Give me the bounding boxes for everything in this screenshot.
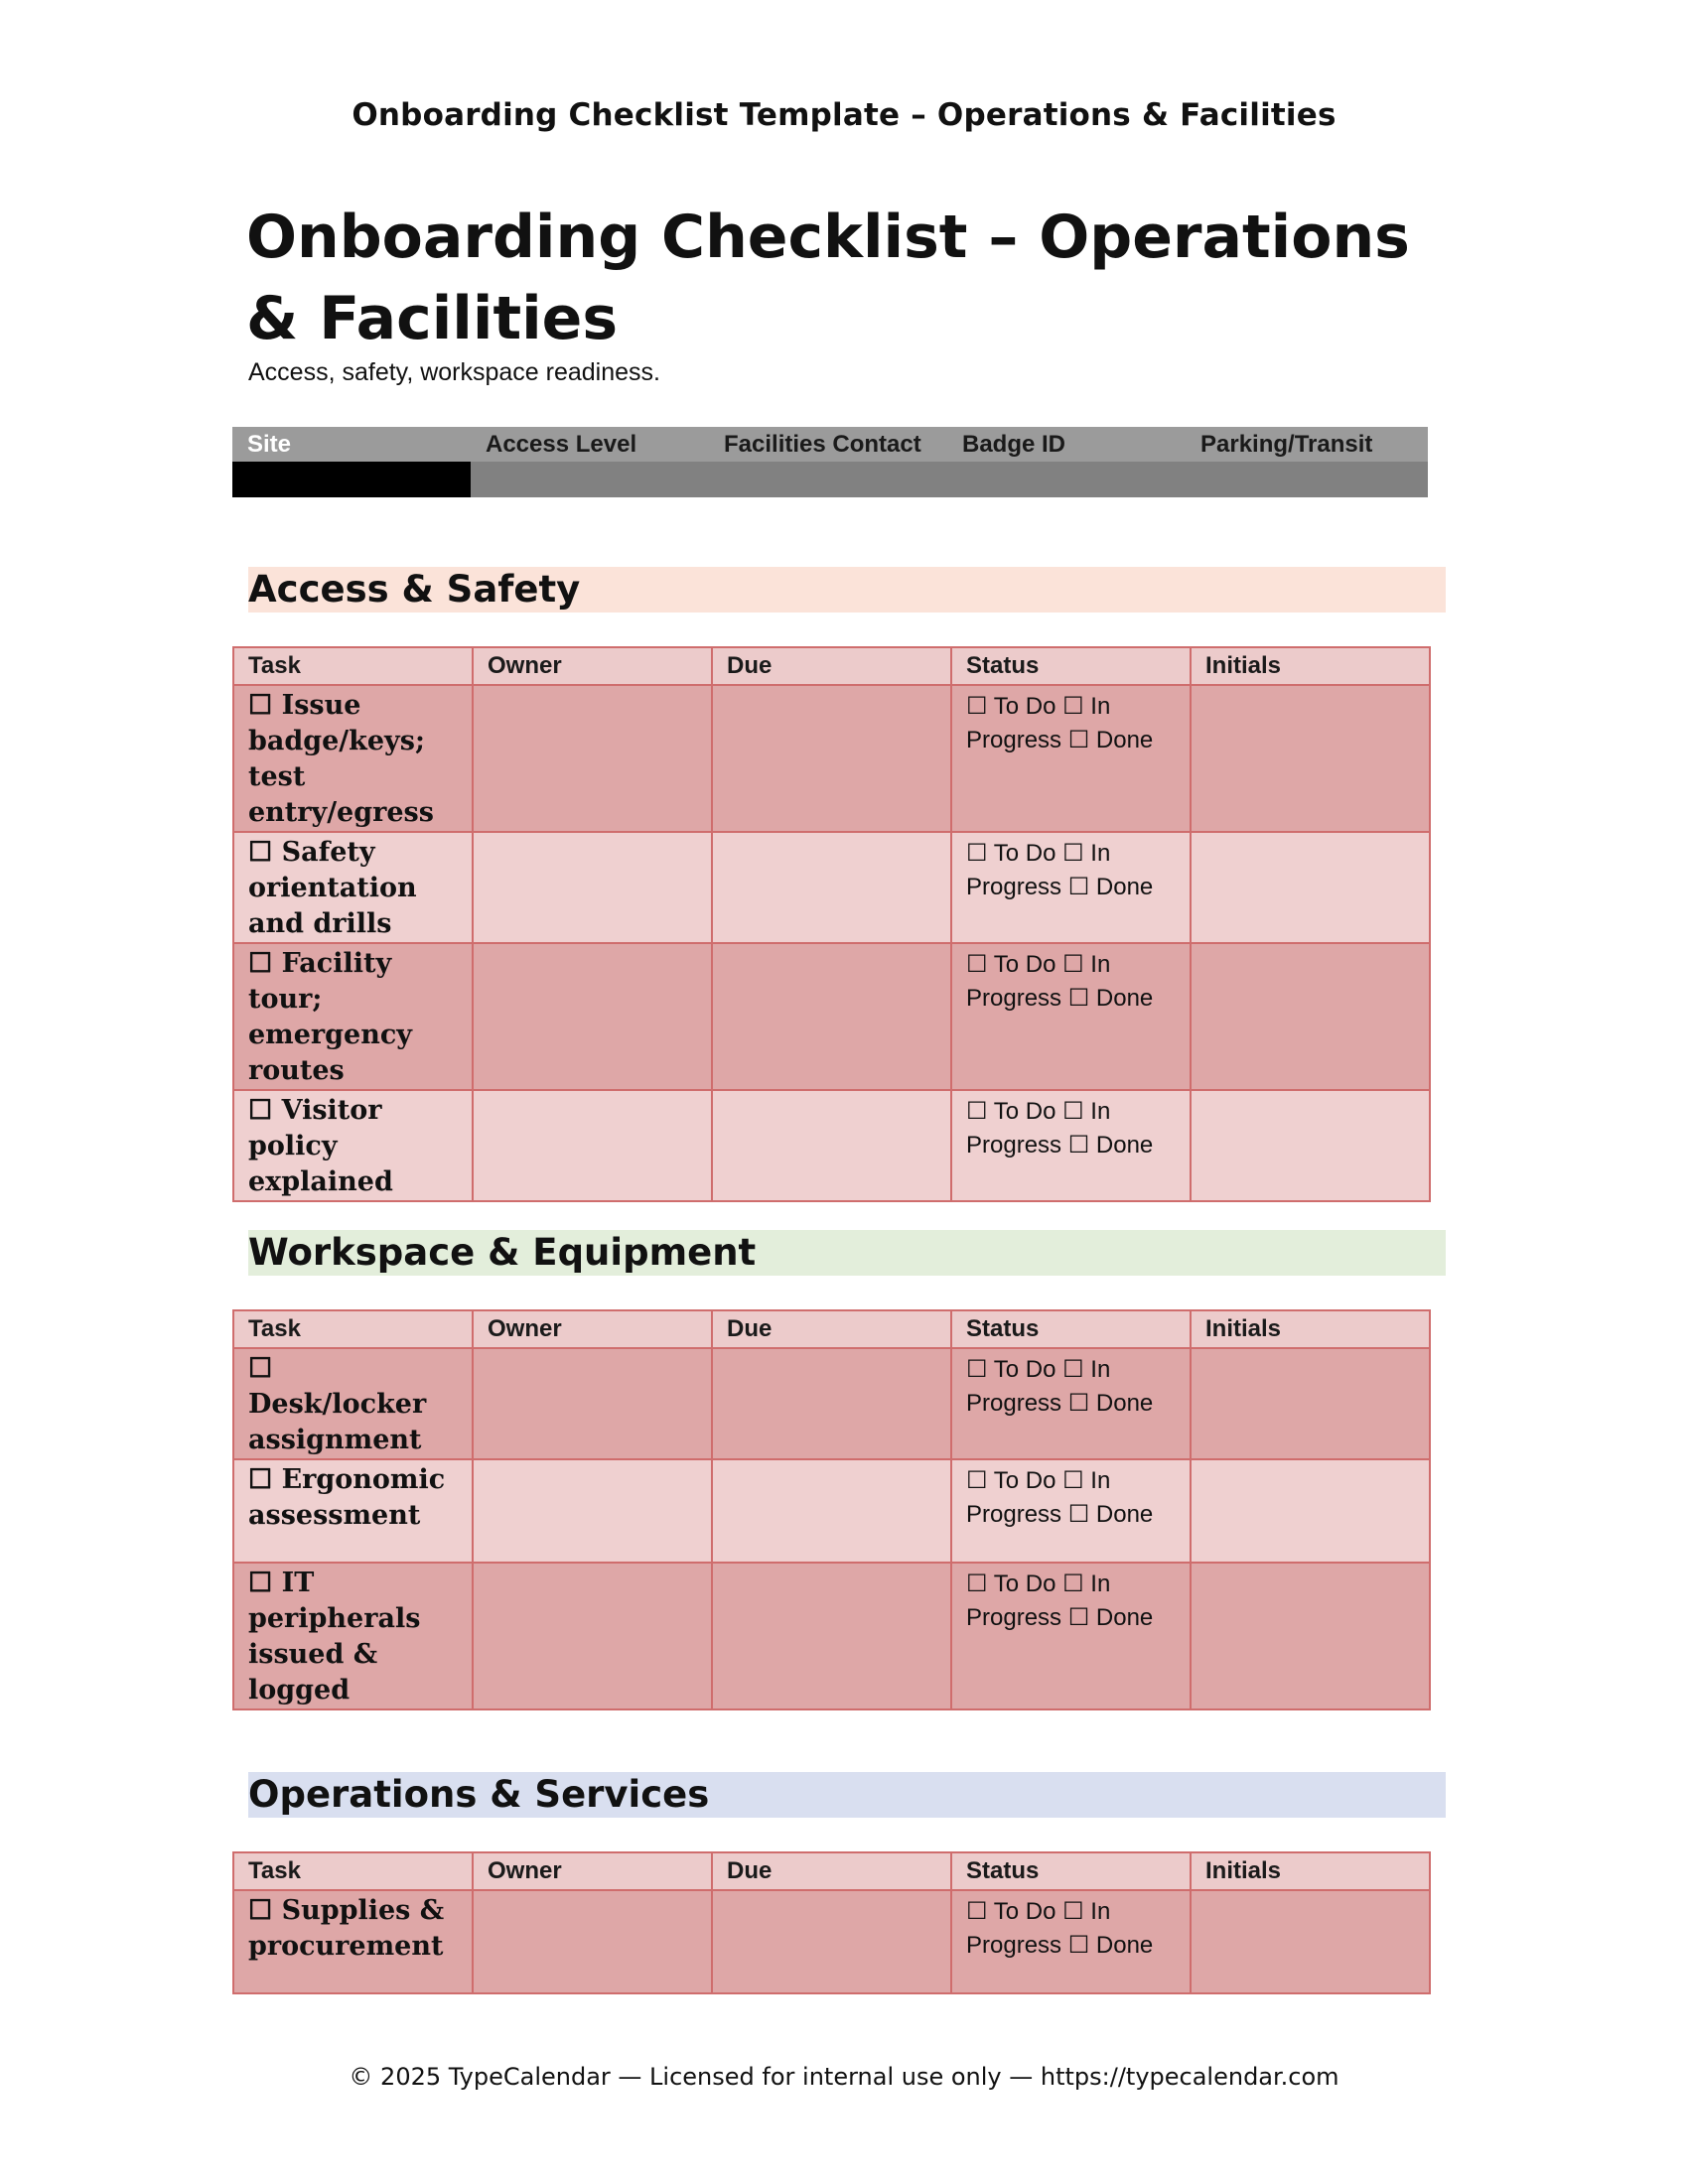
initials-cell[interactable] xyxy=(1191,1459,1430,1563)
info-header-facilities-contact: Facilities Contact xyxy=(724,431,921,458)
task-label: ☐ Supplies & procurement xyxy=(248,1895,445,1962)
owner-cell[interactable] xyxy=(473,832,712,943)
info-header-access-level: Access Level xyxy=(486,431,637,458)
status-cell[interactable] xyxy=(951,1459,1191,1563)
document-subtitle: Access, safety, workspace readiness. xyxy=(248,358,660,386)
column-header-due: Due xyxy=(712,1310,951,1348)
initials-cell[interactable] xyxy=(1191,685,1430,832)
task-label: ☐ Desk/locker assignment xyxy=(248,1353,427,1455)
table-row xyxy=(233,943,1430,1090)
info-value-access-level[interactable] xyxy=(471,462,709,497)
task-cell[interactable] xyxy=(233,1890,473,1993)
column-header-owner: Owner xyxy=(473,647,712,685)
table-row xyxy=(233,832,1430,943)
due-cell[interactable] xyxy=(712,685,951,832)
owner-cell[interactable] xyxy=(473,1890,712,1993)
footer: © 2025 TypeCalendar — Licensed for internal use only — https://typecalendar.com xyxy=(349,2063,1339,2091)
table-row xyxy=(233,685,1430,832)
task-cell[interactable] xyxy=(233,1563,473,1709)
status-cell[interactable] xyxy=(951,1563,1191,1709)
owner-cell[interactable] xyxy=(473,685,712,832)
initials-cell[interactable] xyxy=(1191,1090,1430,1201)
task-label: ☐ Safety orientation and drills xyxy=(248,837,417,939)
status-options[interactable]: ☐ To Do ☐ In Progress ☐ Done xyxy=(966,840,1154,900)
column-header-initials: Initials xyxy=(1191,1310,1430,1348)
task-label: ☐ Facility tour; emergency routes xyxy=(248,948,412,1086)
table-header-row xyxy=(233,1310,1430,1348)
table-row xyxy=(233,1348,1430,1459)
task-cell[interactable] xyxy=(233,685,473,832)
owner-cell[interactable] xyxy=(473,1090,712,1201)
column-header-owner: Owner xyxy=(473,1852,712,1890)
info-header-badge-id: Badge ID xyxy=(962,431,1066,458)
section-heading-access-safety: Access & Safety xyxy=(248,567,1446,613)
column-header-initials: Initials xyxy=(1191,647,1430,685)
task-label: ☐ IT peripherals issued & logged xyxy=(248,1568,421,1706)
info-table xyxy=(232,427,1428,497)
info-value-parking-transit[interactable] xyxy=(1186,462,1424,497)
status-cell[interactable] xyxy=(951,832,1191,943)
initials-cell[interactable] xyxy=(1191,832,1430,943)
column-header-status: Status xyxy=(951,1852,1191,1890)
column-header-due: Due xyxy=(712,647,951,685)
status-options[interactable]: ☐ To Do ☐ In Progress ☐ Done xyxy=(966,1570,1154,1631)
initials-cell[interactable] xyxy=(1191,1563,1430,1709)
due-cell[interactable] xyxy=(712,943,951,1090)
task-table-access-safety xyxy=(232,646,1431,1202)
due-cell[interactable] xyxy=(712,1890,951,1993)
info-header-site: Site xyxy=(247,431,292,458)
task-label: ☐ Ergonomic assessment xyxy=(248,1464,446,1531)
table-row xyxy=(233,1890,1430,1993)
status-options[interactable]: ☐ To Do ☐ In Progress ☐ Done xyxy=(966,1467,1154,1528)
due-cell[interactable] xyxy=(712,832,951,943)
due-cell[interactable] xyxy=(712,1563,951,1709)
owner-cell[interactable] xyxy=(473,943,712,1090)
column-header-owner: Owner xyxy=(473,1310,712,1348)
section-heading-workspace-equipment: Workspace & Equipment xyxy=(248,1230,1446,1276)
column-header-task: Task xyxy=(233,1852,473,1890)
table-row xyxy=(233,1459,1430,1563)
owner-cell[interactable] xyxy=(473,1348,712,1459)
due-cell[interactable] xyxy=(712,1348,951,1459)
info-value-row xyxy=(232,462,1428,497)
status-cell[interactable] xyxy=(951,1890,1191,1993)
status-cell[interactable] xyxy=(951,685,1191,832)
task-cell[interactable] xyxy=(233,1348,473,1459)
task-table-workspace-equipment xyxy=(232,1309,1431,1710)
task-cell[interactable] xyxy=(233,1090,473,1201)
task-cell[interactable] xyxy=(233,832,473,943)
section-heading-operations-services: Operations & Services xyxy=(248,1772,1446,1818)
table-header-row xyxy=(233,647,1430,685)
column-header-task: Task xyxy=(233,1310,473,1348)
info-value-badge-id[interactable] xyxy=(947,462,1186,497)
column-header-due: Due xyxy=(712,1852,951,1890)
table-row xyxy=(233,1090,1430,1201)
due-cell[interactable] xyxy=(712,1459,951,1563)
initials-cell[interactable] xyxy=(1191,1348,1430,1459)
task-cell[interactable] xyxy=(233,943,473,1090)
status-cell[interactable] xyxy=(951,1348,1191,1459)
task-label: ☐ Visitor policy explained xyxy=(248,1095,393,1197)
info-header-row xyxy=(232,427,1428,462)
column-header-initials: Initials xyxy=(1191,1852,1430,1890)
due-cell[interactable] xyxy=(712,1090,951,1201)
column-header-status: Status xyxy=(951,647,1191,685)
column-header-status: Status xyxy=(951,1310,1191,1348)
document-title: Onboarding Checklist – Operations & Facilities xyxy=(246,203,1410,353)
status-options[interactable]: ☐ To Do ☐ In Progress ☐ Done xyxy=(966,951,1154,1012)
info-header-parking-transit: Parking/Transit xyxy=(1200,431,1373,458)
table-row xyxy=(233,1563,1430,1709)
initials-cell[interactable] xyxy=(1191,1890,1430,1993)
status-options[interactable]: ☐ To Do ☐ In Progress ☐ Done xyxy=(966,1356,1154,1417)
status-options[interactable]: ☐ To Do ☐ In Progress ☐ Done xyxy=(966,1098,1154,1159)
column-header-task: Task xyxy=(233,647,473,685)
task-cell[interactable] xyxy=(233,1459,473,1563)
status-options[interactable]: ☐ To Do ☐ In Progress ☐ Done xyxy=(966,1898,1154,1959)
task-table-operations-services xyxy=(232,1851,1431,1994)
task-label: ☐ Issue badge/keys; test entry/egress xyxy=(248,690,434,828)
status-cell[interactable] xyxy=(951,943,1191,1090)
info-value-facilities-contact[interactable] xyxy=(709,462,947,497)
owner-cell[interactable] xyxy=(473,1459,712,1563)
owner-cell[interactable] xyxy=(473,1563,712,1709)
initials-cell[interactable] xyxy=(1191,943,1430,1090)
page-header: Onboarding Checklist Template – Operations & Facilities xyxy=(352,97,1336,133)
info-value-site[interactable] xyxy=(232,462,471,497)
status-options[interactable]: ☐ To Do ☐ In Progress ☐ Done xyxy=(966,693,1154,753)
status-cell[interactable] xyxy=(951,1090,1191,1201)
table-header-row xyxy=(233,1852,1430,1890)
